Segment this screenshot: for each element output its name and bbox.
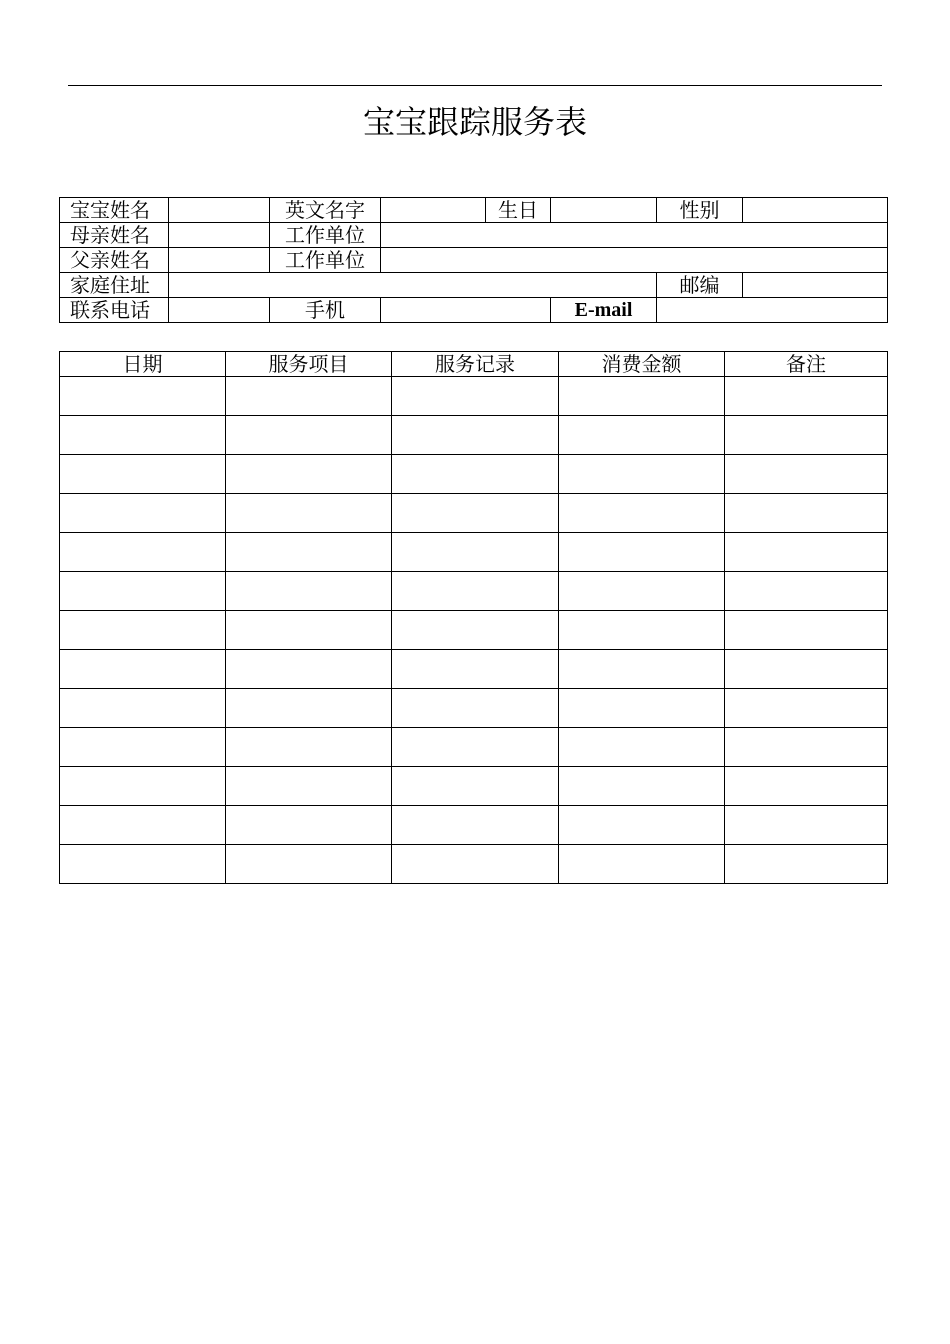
table-cell[interactable] <box>725 494 888 533</box>
table-cell[interactable] <box>559 494 725 533</box>
table-cell[interactable] <box>60 416 226 455</box>
table-cell[interactable] <box>559 728 725 767</box>
table-cell[interactable] <box>559 845 725 884</box>
table-cell[interactable] <box>60 455 226 494</box>
table-row <box>60 728 888 767</box>
column-header-service-item: 服务项目 <box>226 352 392 377</box>
table-row <box>60 416 888 455</box>
table-cell[interactable] <box>559 806 725 845</box>
table-cell[interactable] <box>392 767 559 806</box>
table-cell[interactable] <box>226 689 392 728</box>
table-cell[interactable] <box>725 728 888 767</box>
table-cell[interactable] <box>559 689 725 728</box>
info-row-address <box>60 273 888 298</box>
column-header-date: 日期 <box>60 352 226 377</box>
table-cell[interactable] <box>725 845 888 884</box>
father-work-label: 工作单位 <box>270 248 381 273</box>
table-cell[interactable] <box>392 689 559 728</box>
father-work-field[interactable] <box>381 248 888 273</box>
table-cell[interactable] <box>60 533 226 572</box>
table-cell[interactable] <box>60 806 226 845</box>
page-title: 宝宝跟踪服务表 <box>362 103 587 141</box>
father-name-field[interactable] <box>169 248 270 273</box>
column-header-remarks: 备注 <box>725 352 888 377</box>
table-cell[interactable] <box>725 455 888 494</box>
table-cell[interactable] <box>559 611 725 650</box>
address-label: 家庭住址 <box>60 273 169 298</box>
birthday-label: 生日 <box>486 198 551 223</box>
table-cell[interactable] <box>226 845 392 884</box>
header-rule <box>68 85 882 86</box>
table-cell[interactable] <box>725 806 888 845</box>
table-cell[interactable] <box>725 572 888 611</box>
gender-label: 性别 <box>657 198 743 223</box>
table-cell[interactable] <box>725 611 888 650</box>
table-cell[interactable] <box>60 377 226 416</box>
table-cell[interactable] <box>392 533 559 572</box>
gender-field[interactable] <box>743 198 888 223</box>
birthday-field[interactable] <box>551 198 657 223</box>
table-cell[interactable] <box>559 767 725 806</box>
table-cell[interactable] <box>392 728 559 767</box>
table-cell[interactable] <box>392 416 559 455</box>
table-cell[interactable] <box>559 455 725 494</box>
table-cell[interactable] <box>60 728 226 767</box>
info-row-baby <box>60 198 888 223</box>
table-row <box>60 572 888 611</box>
table-row <box>60 845 888 884</box>
table-cell[interactable] <box>392 455 559 494</box>
english-name-label: 英文名字 <box>270 198 381 223</box>
table-cell[interactable] <box>392 377 559 416</box>
table-row <box>60 806 888 845</box>
table-cell[interactable] <box>226 455 392 494</box>
address-field[interactable] <box>169 273 657 298</box>
table-cell[interactable] <box>226 767 392 806</box>
table-row <box>60 650 888 689</box>
table-cell[interactable] <box>392 845 559 884</box>
english-name-field[interactable] <box>381 198 486 223</box>
service-header-row <box>60 352 888 377</box>
table-row <box>60 494 888 533</box>
postcode-field[interactable] <box>743 273 888 298</box>
table-row <box>60 377 888 416</box>
mother-name-label: 母亲姓名 <box>60 223 169 248</box>
info-form-table <box>59 197 888 323</box>
table-row <box>60 767 888 806</box>
table-cell[interactable] <box>725 650 888 689</box>
table-cell[interactable] <box>226 533 392 572</box>
table-cell[interactable] <box>226 728 392 767</box>
table-cell[interactable] <box>559 416 725 455</box>
table-cell[interactable] <box>725 767 888 806</box>
table-row <box>60 689 888 728</box>
table-cell[interactable] <box>60 611 226 650</box>
table-cell[interactable] <box>725 533 888 572</box>
phone-field[interactable] <box>169 298 270 323</box>
table-cell[interactable] <box>60 650 226 689</box>
mother-work-label: 工作单位 <box>270 223 381 248</box>
table-cell[interactable] <box>226 377 392 416</box>
table-cell[interactable] <box>559 377 725 416</box>
table-cell[interactable] <box>60 572 226 611</box>
table-cell[interactable] <box>60 845 226 884</box>
service-record-table <box>59 351 888 884</box>
table-cell[interactable] <box>392 806 559 845</box>
mother-work-field[interactable] <box>381 223 888 248</box>
table-row <box>60 455 888 494</box>
email-field[interactable] <box>657 298 888 323</box>
phone-label: 联系电话 <box>60 298 169 323</box>
mobile-label: 手机 <box>270 298 381 323</box>
postcode-label: 邮编 <box>657 273 743 298</box>
baby-name-field[interactable] <box>169 198 270 223</box>
table-cell[interactable] <box>226 611 392 650</box>
column-header-service-record: 服务记录 <box>392 352 559 377</box>
table-cell[interactable] <box>226 650 392 689</box>
info-row-father <box>60 248 888 273</box>
table-cell[interactable] <box>559 533 725 572</box>
table-cell[interactable] <box>60 494 226 533</box>
table-cell[interactable] <box>60 689 226 728</box>
father-name-label: 父亲姓名 <box>60 248 169 273</box>
table-cell[interactable] <box>392 494 559 533</box>
table-cell[interactable] <box>226 806 392 845</box>
table-cell[interactable] <box>60 767 226 806</box>
table-row <box>60 533 888 572</box>
info-row-contact <box>60 298 888 323</box>
table-cell[interactable] <box>226 494 392 533</box>
column-header-amount: 消费金额 <box>559 352 725 377</box>
mobile-field[interactable] <box>381 298 551 323</box>
table-cell[interactable] <box>725 689 888 728</box>
table-cell[interactable] <box>725 377 888 416</box>
baby-name-label: 宝宝姓名 <box>60 198 169 223</box>
mother-name-field[interactable] <box>169 223 270 248</box>
table-cell[interactable] <box>392 611 559 650</box>
table-cell[interactable] <box>226 572 392 611</box>
email-label: E-mail <box>551 298 657 323</box>
table-cell[interactable] <box>392 572 559 611</box>
table-cell[interactable] <box>226 416 392 455</box>
table-cell[interactable] <box>559 650 725 689</box>
table-cell[interactable] <box>559 572 725 611</box>
table-row <box>60 611 888 650</box>
info-row-mother <box>60 223 888 248</box>
table-cell[interactable] <box>392 650 559 689</box>
service-table-body <box>60 377 888 884</box>
table-cell[interactable] <box>725 416 888 455</box>
